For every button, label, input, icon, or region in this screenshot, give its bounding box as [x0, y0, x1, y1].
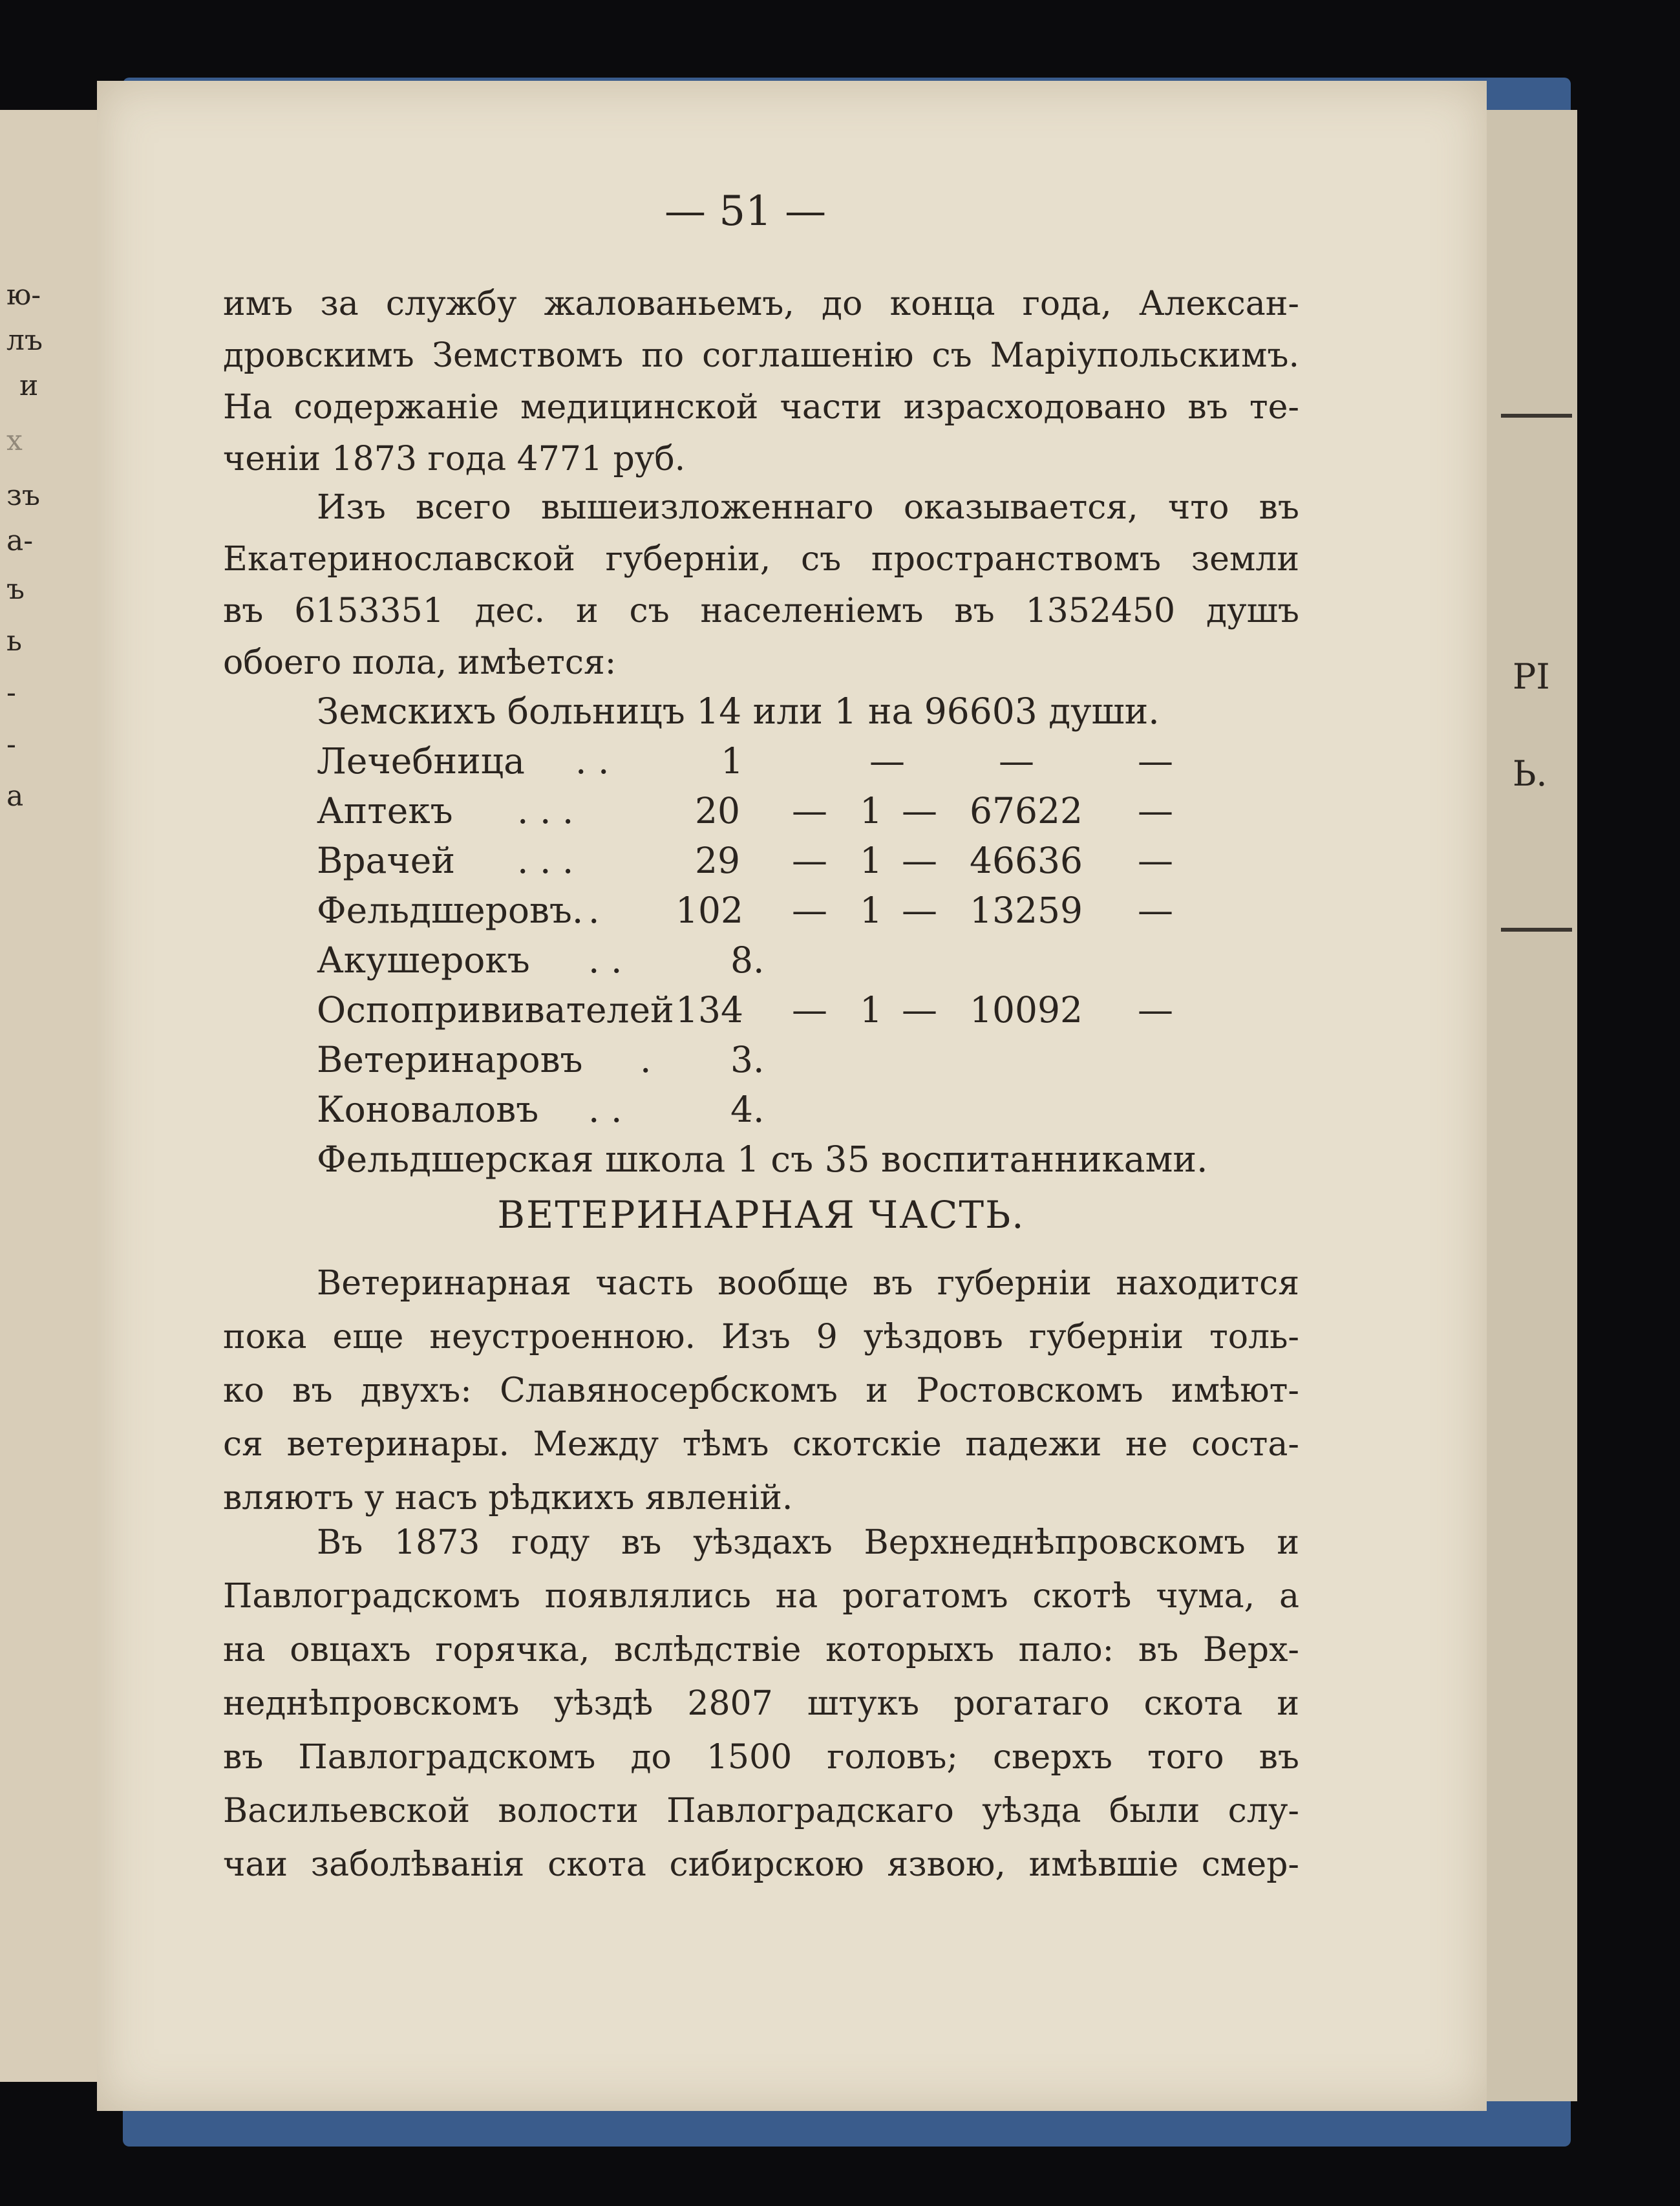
stats-count: 20: [695, 790, 740, 831]
stats-label: Оспопрививателей: [317, 989, 674, 1031]
stats-dash: —: [869, 740, 905, 782]
section-heading: ВЕТЕРИНАРНАЯ ЧАСТЬ.: [497, 1193, 1025, 1237]
text-line: пока еще неустроенною. Изъ 9 уѣздовъ губерніи толь-: [223, 1318, 1299, 1356]
text-line: ся ветеринары. Между тѣмъ скотскіе падежи не соста-: [223, 1425, 1299, 1464]
text-line: чаи заболѣванія скота сибирскою язвою, имѣвшіе смер-: [223, 1845, 1299, 1884]
text-line: въ 6153351 дес. и съ населеніемъ въ 1352450 душъ: [223, 592, 1299, 630]
text-line: Въ 1873 году въ уѣздахъ Верхнеднѣпровскомъ и: [317, 1523, 1299, 1562]
stats-row: [317, 890, 1222, 931]
stats-dots: . .: [588, 1089, 622, 1130]
stats-dash: —: [1138, 890, 1173, 931]
stats-ratio: 67622: [970, 790, 1083, 831]
left-margin-fragment: а-: [6, 524, 34, 557]
stats-count: 8.: [730, 939, 765, 981]
stats-ratio: 10092: [970, 989, 1083, 1031]
stats-dash: —: [792, 989, 827, 1031]
stats-dash: —: [902, 790, 937, 831]
stats-count: 29: [695, 840, 740, 881]
left-margin-fragment: -: [6, 676, 16, 709]
stats-count: 4.: [730, 1089, 765, 1130]
stats-dots: .: [588, 890, 600, 931]
stats-label: Лечебница: [317, 740, 525, 782]
stats-row: [317, 1039, 1222, 1080]
stats-dash: —: [902, 890, 937, 931]
text-line: дровскимъ Земствомъ по соглашенію съ Маріупольскимъ.: [223, 336, 1299, 375]
text-line: вляютъ у насъ рѣдкихъ явленій.: [223, 1479, 793, 1517]
text-line: Изъ всего вышеизложеннаго оказывается, что въ: [317, 488, 1299, 527]
left-margin-fragment: -: [6, 728, 16, 761]
stats-one: 1: [860, 890, 882, 931]
stats-row: [317, 840, 1222, 881]
stats-label: Коноваловъ: [317, 1089, 539, 1130]
left-margin-fragment: х: [6, 424, 23, 457]
stats-label: Аптекъ: [317, 790, 453, 831]
stats-row: [317, 740, 1222, 782]
next-page-rule: [1501, 928, 1572, 932]
text-line: на овцахъ горячка, вслѣдствіе которыхъ пало: въ Верх-: [223, 1631, 1299, 1669]
text-line: имъ за службу жалованьемъ, до конца года, Алексан-: [223, 284, 1299, 323]
stats-dash: —: [902, 989, 937, 1031]
stats-one: 1: [860, 840, 882, 881]
stats-dots: . .: [575, 740, 610, 782]
stats-one: 1: [860, 790, 882, 831]
text-line: Ветеринарная часть вообще въ губерніи находится: [317, 1264, 1299, 1303]
stats-dash: —: [1138, 790, 1173, 831]
text-line: Павлоградскомъ появлялись на рогатомъ скотѣ чума, а: [223, 1577, 1299, 1616]
stats-row: [317, 939, 1222, 981]
stats-count: 1: [721, 740, 743, 782]
text-line: Васильевской волости Павлоградскаго уѣзда были слу-: [223, 1792, 1299, 1830]
left-margin-fragment: лъ: [6, 324, 43, 357]
text-line: ко въ двухъ: Славяносербскомъ и Ростовскомъ имѣют-: [223, 1371, 1299, 1410]
stats-dash: —: [792, 840, 827, 881]
stats-dash: —: [792, 890, 827, 931]
stats-ratio: 46636: [970, 840, 1083, 881]
stats-label: Врачей: [317, 840, 455, 881]
stats-row-school: [317, 1139, 1286, 1180]
stats-label: Фельдшеровъ.: [317, 890, 584, 931]
page-number: — 51 —: [665, 187, 827, 235]
right-margin-fragment: РІ: [1513, 656, 1550, 697]
left-margin-fragment: и: [19, 369, 39, 402]
stats-last-line: Фельдшерская школа 1 съ 35 воспитанниками.: [317, 1139, 1208, 1180]
left-margin-fragment: ъ: [6, 573, 25, 606]
stats-dots: . . .: [517, 790, 574, 831]
stats-ratio: 13259: [970, 890, 1083, 931]
stats-count: 134: [675, 989, 743, 1031]
text-line: На содержаніе медицинской части израсходовано въ те-: [223, 388, 1299, 427]
left-margin-fragment: ь: [6, 625, 22, 658]
stats-dash: —: [902, 840, 937, 881]
stats-dash: —: [999, 740, 1034, 782]
stats-count: 3.: [730, 1039, 765, 1080]
text-line: въ Павлоградскомъ до 1500 головъ; сверхъ того въ: [223, 1738, 1299, 1777]
left-margin-fragment: а: [6, 780, 24, 813]
text-line: Екатеринославской губерніи, съ пространствомъ земли: [223, 540, 1299, 579]
stats-label: Акушерокъ: [317, 939, 530, 981]
stats-dots: .: [640, 1039, 652, 1080]
stats-dash: —: [792, 790, 827, 831]
stats-dash: —: [1138, 840, 1173, 881]
stats-one: 1: [860, 989, 882, 1031]
stats-row: [317, 989, 1222, 1031]
stats-dots: . .: [588, 939, 622, 981]
stats-row: [317, 1089, 1222, 1130]
next-page-rule: [1501, 414, 1572, 418]
left-margin-fragment: зъ: [6, 479, 40, 512]
stats-dots: . . .: [517, 840, 574, 881]
text-line: ченіи 1873 года 4771 руб.: [223, 440, 686, 478]
stats-first-line: Земскихъ больницъ 14 или 1 на 96603 души.: [317, 691, 1160, 732]
text-line: неднѣпровскомъ уѣздѣ 2807 штукъ рогатаго скота и: [223, 1684, 1299, 1723]
stats-row: [317, 790, 1222, 831]
text-line: обоего пола, имѣется:: [223, 643, 617, 682]
left-margin-fragment: ю-: [6, 279, 41, 312]
next-page-edge: [1480, 110, 1577, 2101]
stats-row-hospitals: [317, 691, 1222, 732]
right-margin-fragment: Ь.: [1513, 753, 1547, 794]
stats-dash: —: [1138, 740, 1173, 782]
stats-label: Ветеринаровъ: [317, 1039, 583, 1080]
stats-count: 102: [675, 890, 743, 931]
stats-dash: —: [1138, 989, 1173, 1031]
